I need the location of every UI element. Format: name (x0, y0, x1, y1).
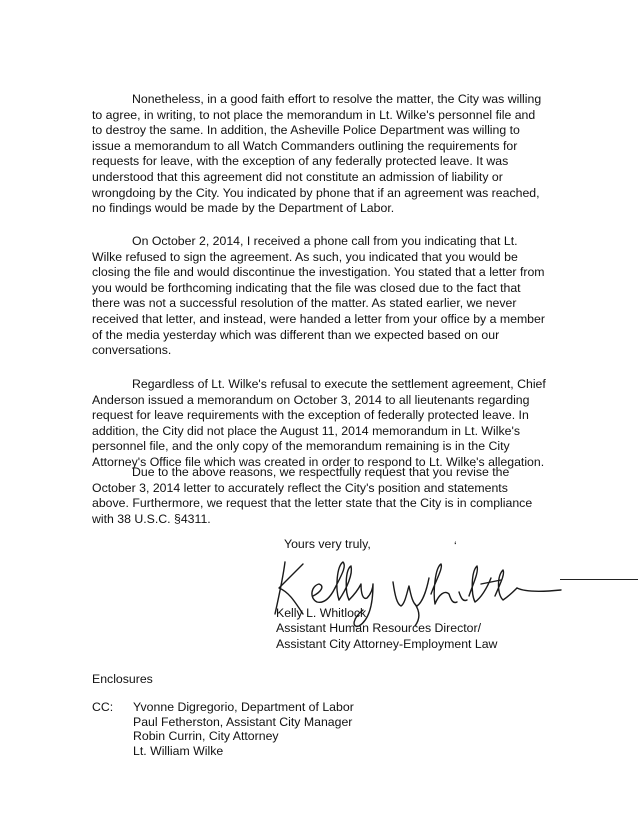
cc-recipient: Yvonne Digregorio, Department of Labor (133, 700, 354, 714)
cc-recipient: Paul Fetherston, Assistant City Manager (133, 714, 353, 729)
closing-salutation: Yours very truly, (284, 537, 371, 551)
pen-mark: ‘ (454, 539, 457, 553)
body-paragraph-2: On October 2, 2014, I received a phone call from you indicating that Lt. Wilke refused to sign the agreement. As such, you indicated that you would be closing the file and would discontinue the investigation. You stated that a letter from you would be forthcoming indicating that the file was closed due to the fact that there was not a successful resolution of the matter. As stated earlier, we never received that letter, and instead, were handed a letter from your office by a member of the media yesterday which was different than we expected based on our conversations. (92, 234, 545, 358)
signer-title-2: Assistant City Attorney-Employment Law (276, 636, 498, 651)
signer-title-1: Assistant Human Resources Director/ (276, 621, 482, 636)
signer-name: Kelly L. Whitlock (276, 606, 367, 620)
body-paragraph-1: Nonetheless, in a good faith effort to resolve the matter, the City was willing to agree, in writing, to not place the memorandum in Lt. Wilke's personnel file and to destroy the same. In addition, the Asheville Police Department was willing to issue a memorandum to all Watch Commanders outlining the requirements for requests for leave, with the exception of any federally protected leave. It was understood that this agreement did not constitute an admission of liability or wrongdoing by the City. You indicated by phone that if an agreement was reached, no findings would be made by the Department of Labor. (92, 92, 542, 216)
cc-recipient: Robin Currin, City Attorney (133, 729, 279, 744)
cc-recipient: Lt. William Wilke (133, 743, 224, 758)
body-paragraph-4: Due to the above reasons, we respectfully request that you revise the October 3, 2014 letter to accurately reflect the City's position and statements above. Furthermore, we request that the letter state that the City is in compliance with 38 U.S.C. §4311. (92, 465, 533, 526)
signature-block (276, 606, 497, 652)
body-paragraph-3: Regardless of Lt. Wilke's refusal to execute the settlement agreement, Chief Anderson issued a memorandum on October 3, 2014 to all lieutenants regarding request for leave requirements with the exception of federally protected leave. In addition, the City did not place the August 11, 2014 memorandum in Lt. Wilke's personnel file, and the only copy of the memorandum remaining is in the City Attorney's Office file which was created in order to respond to Lt. Wilke's allegation. (92, 377, 546, 469)
signature-underline (560, 579, 638, 580)
cc-label: CC: (92, 700, 114, 714)
cc-recipient-list (133, 700, 354, 758)
enclosures-label: Enclosures (92, 672, 153, 686)
